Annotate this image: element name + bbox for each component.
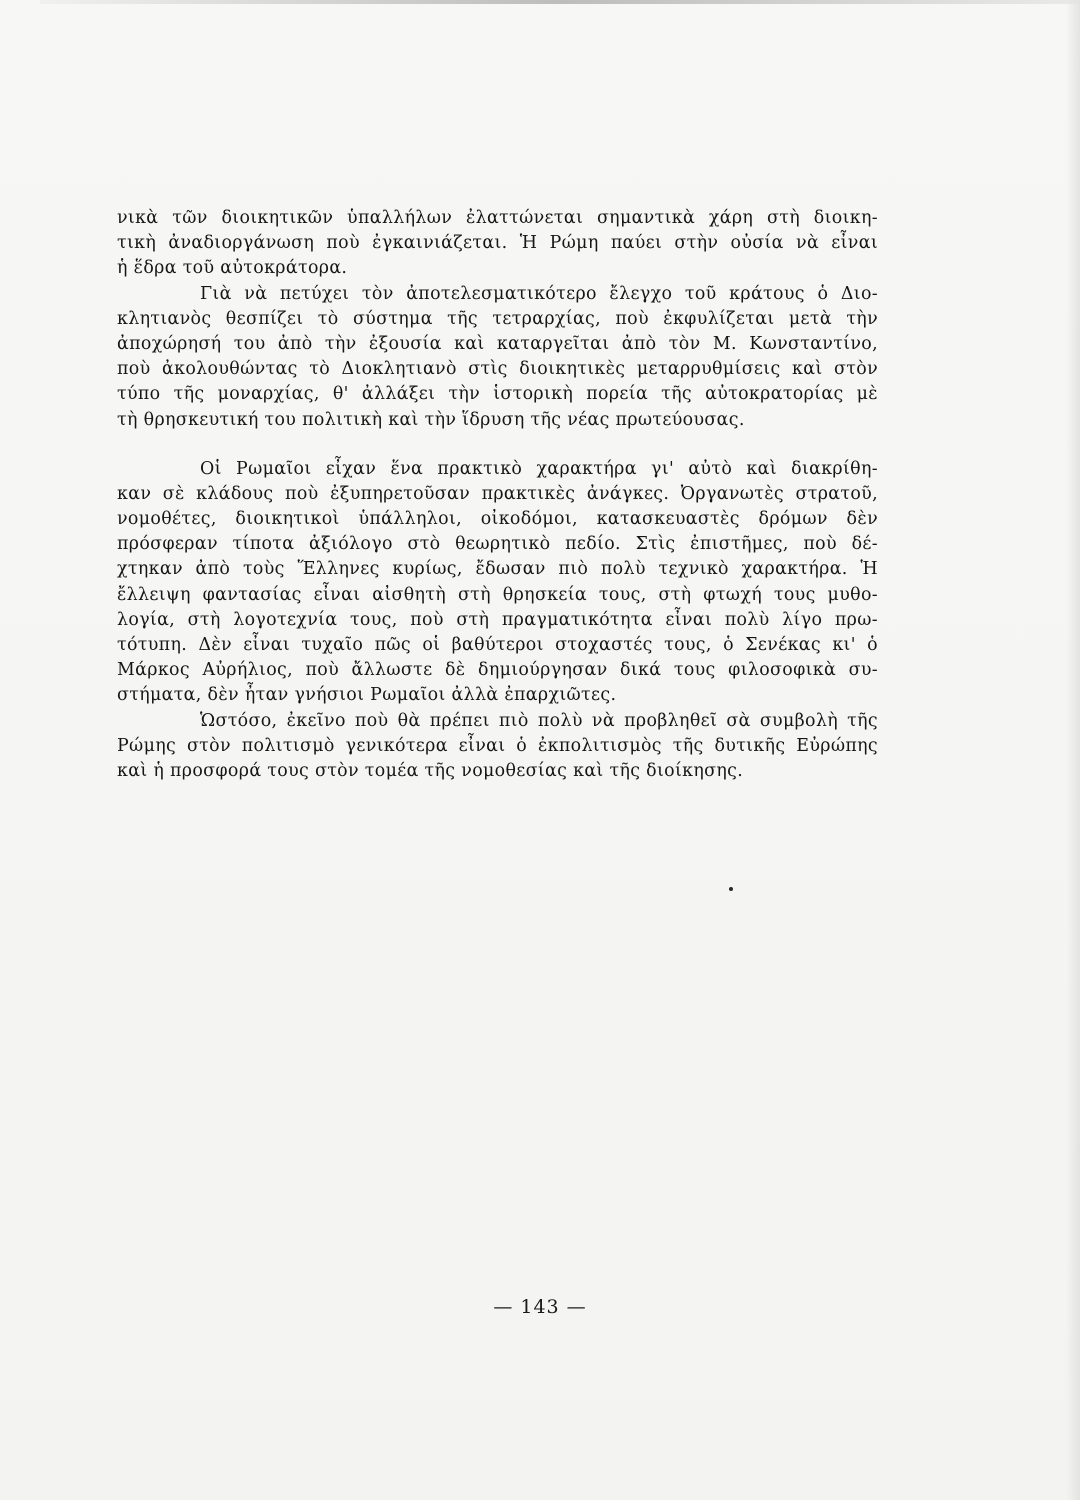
text-line: τύπο τῆς μοναρχίας, θ' ἀλλάξει τὴν ἱστορικὴ πορεία τῆς αὐτοκρατορίας μὲ (117, 384, 878, 405)
text-line: λογία, στὴ λογοτεχνία τους, ποὺ στὴ πραγματικότητα εἶναι πολὺ λίγο πρω- (117, 609, 878, 630)
body-text (117, 206, 878, 784)
text-line: Ὡστόσο, ἐκεῖνο ποὺ θὰ πρέπει πιὸ πολὺ νὰ προβληθεῖ σὰ συμβολὴ τῆς (200, 710, 878, 731)
ink-speck (729, 887, 733, 891)
text-line: Ρώμης στὸν πολιτισμὸ γενικότερα εἶναι ὁ ἐκπολιτισμὸς τῆς δυτικῆς Εὐρώπης (117, 735, 878, 756)
text-line: τικὴ ἀναδιοργάνωση ποὺ ἐγκαινιάζεται. Ἡ Ρώμη παύει στὴν οὐσία νὰ εἶναι (117, 233, 878, 254)
text-line: νικὰ τῶν διοικητικῶν ὑπαλλήλων ἐλαττώνεται σημαντικὰ χάρη στὴ διοικη- (117, 208, 878, 228)
paragraph-2 (117, 282, 878, 433)
text-line: ἔλλειψη φαντασίας εἶναι αἰσθητὴ στὴ θρησκεία τους, στὴ φτωχή τους μυθο- (117, 584, 878, 605)
paragraph-3 (117, 457, 878, 709)
text-line: νομοθέτες, διοικητικοὶ ὑπάλληλοι, οἰκοδόμοι, κατασκευαστὲς δρόμων δὲν (117, 509, 878, 530)
text-line: ἀποχώρησή του ἀπὸ τὴν ἐξουσία καὶ καταργεῖται ἀπὸ τὸν Μ. Κωνσταντίνο, (117, 333, 878, 354)
text-line: καὶ ἡ προσφορά τους στὸν τομέα τῆς νομοθεσίας καὶ τῆς διοίκησης. (117, 760, 744, 781)
text-line: πρόσφεραν τίποτα ἀξιόλογο στὸ θεωρητικὸ πεδίο. Στὶς ἐπιστῆμες, ποὺ δέ- (117, 534, 878, 555)
scan-top-edge-shadow (40, 0, 1080, 4)
text-line: τὴ θρησκευτική του πολιτικὴ καὶ τὴν ἵδρυση τῆς νέας πρωτεύουσας. (117, 409, 745, 430)
text-line: Οἱ Ρωμαῖοι εἶχαν ἕνα πρακτικὸ χαρακτήρα γι' αὐτὸ καὶ διακρίθη- (200, 458, 878, 479)
text-line: τότυπη. Δὲν εἶναι τυχαῖο πῶς οἱ βαθύτεροι στοχαστές τους, ὁ Σενέκας κι' ὁ (117, 635, 878, 655)
text-line: κλητιανὸς θεσπίζει τὸ σύστημα τῆς τετραρχίας, ποὺ ἐκφυλίζεται μετὰ τὴν (117, 308, 878, 329)
paragraph-1 (117, 206, 878, 282)
text-line: Μάρκος Αὐρήλιος, ποὺ ἄλλωστε δὲ δημιούργησαν δικά τους φιλοσοφικὰ συ- (117, 660, 878, 681)
text-line: ποὺ ἀκολουθώντας τὸ Διοκλητιανὸ στὶς διοικητικὲς μεταρρυθμίσεις καὶ στὸν (117, 359, 878, 380)
paragraph-4 (117, 709, 878, 785)
paragraph-gap (117, 433, 878, 457)
text-line: χτηκαν ἀπὸ τοὺς Ἕλληνες κυρίως, ἔδωσαν πιὸ πολὺ τεχνικὸ χαρακτήρα. Ἡ (117, 559, 878, 580)
text-line: ἡ ἕδρα τοῦ αὐτοκράτορα. (117, 258, 348, 279)
text-line: καν σὲ κλάδους ποὺ ἐξυπηρετοῦσαν πρακτικὲς ἀνάγκες. Ὀργανωτὲς στρατοῦ, (117, 483, 878, 504)
page-number: — 143 — (493, 1296, 587, 1318)
text-line: στήματα, δὲν ἦταν γνήσιοι Ρωμαῖοι ἀλλὰ ἐπαρχιῶτες. (117, 685, 617, 706)
text-line: Γιὰ νὰ πετύχει τὸν ἀποτελεσματικότερο ἔλεγχο τοῦ κράτους ὁ Διο- (200, 283, 878, 304)
scan-right-edge (1066, 0, 1080, 1500)
